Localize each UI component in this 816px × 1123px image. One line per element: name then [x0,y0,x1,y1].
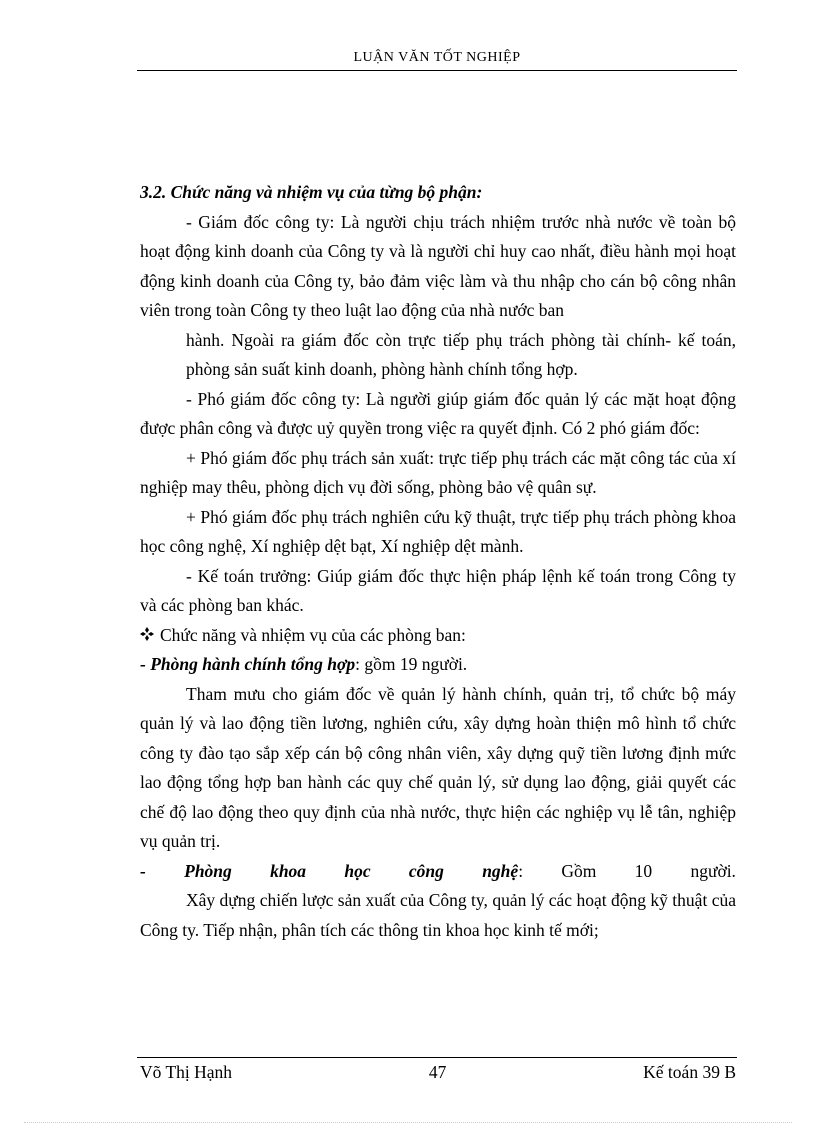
footer-page-number: 47 [428,1062,447,1082]
header-rule [137,70,737,71]
paragraph-tech-duties: Xây dựng chiến lược sản xuất của Công ty, quản lý các hoạt động kỹ thuật của Công ty. Tiếp nhận, phân tích các thông tin khoa học kinh tế mới; [140,890,736,940]
page-header-title: LUẬN VĂN TỐT NGHIỆP [353,50,521,65]
paragraph-deputy-technical: + Phó giám đốc phụ trách nghiên cứu kỹ thuật, trực tiếp phụ trách phòng khoa học công nghệ, Xí nghiệp dệt bạt, Xí nghiệp dệt mành. [140,506,736,556]
footer-author: Võ Thị Hạnh [140,1062,233,1082]
dept-tech-colon: : [518,860,524,881]
dept-tech-word: Phòng [184,860,232,881]
paragraph-chief-accountant: - Kế toán trưởng: Giúp giám đốc thực hiện pháp lệnh kế toán trong Công ty và các phòng ban khác. [140,565,736,615]
footer-rule [137,1057,737,1058]
page-footer [140,1062,736,1083]
bullet-line [140,621,736,651]
dept-tech-word: 10 [634,860,653,881]
section-heading: 3.2. Chức năng và nhiệm vụ của từng bộ phận: [140,182,483,202]
document-body [140,178,736,945]
dept-tech-word: học [344,860,371,881]
paragraph-deputy-director: - Phó giám đốc công ty: Là người giúp giám đốc quản lý các mặt hoạt động được phân công và được uỷ quyền trong việc ra quyết định. Có 2 phó giám đốc: [140,388,736,438]
footer-class: Kế toán 39 B [643,1062,736,1082]
dept-tech-word: Gồm [561,860,597,881]
bullet-text: Chức năng và nhiệm vụ của các phòng ban: [160,624,466,645]
paragraph-director: - Giám đốc công ty: Là người chịu trách nhiệm trước nhà nước về toàn bộ hoạt động kinh doanh của Công ty và là người chỉ huy cao nhất, điều hành mọi hoạt động kinh doanh của Công ty, bảo đảm việc làm và thu nhập cho cán bộ công nhân viên trong toàn Công ty theo luật lao động của nhà nước ban [140,211,736,320]
paragraph-director-continued: hành. Ngoài ra giám đốc còn trực tiếp phụ trách phòng tài chính- kế toán, phòng sản suất kinh doanh, phòng hành chính tổng hợp. [186,329,736,379]
dept-tech-line [140,857,736,887]
dept-tech-word: nghệ [482,860,519,881]
dept-tech-word: công [408,860,444,881]
dept-tech-word: - [140,860,146,881]
paragraph-admin-duties: Tham mưu cho giám đốc về quản lý hành chính, quản trị, tổ chức bộ máy quản lý và lao động tiền lương, nghiên cứu, xây dựng hoàn thiện mô hình tổ chức công ty đào tạo sắp xếp cán bộ công nhân viên, xây dựng quỹ tiền lương định mức lao động tổng hợp ban hành các quy chế quản lý, sử dụng lao động, giải quyết các chế độ lao động theo quy định của nhà nước, thực hiện các nghiệp vụ lễ tân, nghiệp vụ quản trị. [140,683,736,851]
dept-admin-line [140,650,736,680]
dept-tech-word-group [482,857,523,887]
paragraph-deputy-production: + Phó giám đốc phụ trách sản xuất: trực tiếp phụ trách các mặt công tác của xí nghiệp may thêu, phòng dịch vụ đời sống, phòng bảo vệ quân sự. [140,447,736,497]
dept-admin-size: : gồm 19 người. [355,654,468,674]
dept-tech-word: khoa [270,860,307,881]
dept-admin-title: - Phòng hành chính tổng hợp [140,654,356,674]
dept-tech-word: người. [690,860,736,881]
diamond-bullet-icon [140,621,154,651]
